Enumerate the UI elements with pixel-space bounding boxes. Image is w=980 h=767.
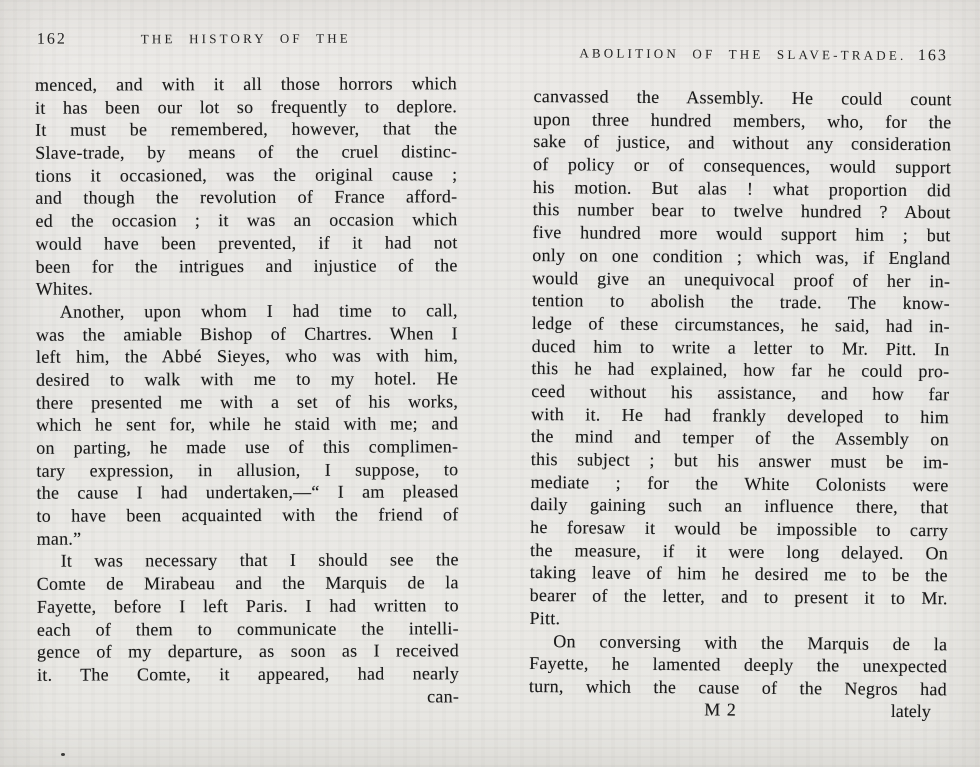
text-line: Pitt. <box>529 607 561 629</box>
text-line: Fayette, before I left Paris. I had written to <box>36 595 459 617</box>
page-number-left: 162 <box>36 30 67 48</box>
text-line: tary expression, in allusion, I suppose, to <box>36 458 459 481</box>
text-line: was the amiable Bishop of Chartres. When I <box>35 322 458 345</box>
text-line: there presented me with a set of his works, <box>36 390 459 413</box>
text-line: his motion. But alas ! what proportion did <box>532 176 951 201</box>
text-line: ledge of these circumstances, he said, had in- <box>531 312 950 337</box>
text-line: five hundred more would support him ; but <box>532 222 951 246</box>
text-line: he foresaw it would be impossible to carry <box>530 517 949 541</box>
text-line: gence of my departure, as soon as I received <box>36 640 460 662</box>
text-line: the measure, if it were long delayed. On <box>529 539 949 564</box>
text-line: canvassed the Assembly. He could count <box>533 85 952 110</box>
text-line: only on one condition ; which was, if England <box>532 244 951 269</box>
text-line: Fayette, he lamented deeply the unexpected <box>529 653 948 677</box>
text-line: It was necessary that I should see the <box>60 549 459 572</box>
text-line: bearer of the letter, and to present it to Mr. <box>529 585 948 609</box>
text-line: would give an unequivocal proof of her in- <box>532 267 951 291</box>
text-line: Whites. <box>35 278 94 299</box>
text-line: tions it occasioned, was the original cause ; <box>35 164 458 186</box>
text-line: this he had explained, how far he could pro- <box>531 358 950 382</box>
text-line: which he sent for, while he staid with me; and <box>36 413 459 436</box>
signature-line <box>529 698 947 724</box>
text-line: would have been prevented, if it had not <box>35 232 458 254</box>
text-line: it has been our lot so frequently to deplore. <box>35 95 458 118</box>
text-line: this subject ; but his answer must be im- <box>530 448 949 473</box>
text-line: each of them to communicate the intelli- <box>36 617 459 640</box>
catchword: lately <box>890 700 931 721</box>
text-line: duced him to write a letter to Mr. Pitt. In <box>531 335 950 359</box>
text-line: the mind and temper of the Assembly on <box>530 426 949 450</box>
signature-mark: M 2 <box>704 698 737 720</box>
text-line: and though the revolution of France afford- <box>35 186 458 209</box>
text-line: mediate ; for the White Colonists were <box>530 471 949 495</box>
text-line: sake of justice, and without any consideration <box>533 131 952 155</box>
text-line: Another, upon whom I had time to call, <box>59 300 458 322</box>
running-head-title-left: THE HISTORY OF THE <box>140 30 351 47</box>
right-page-body <box>529 85 952 701</box>
text-line: man.” <box>36 528 82 549</box>
text-line: taking leave of him he desired me to be the <box>529 562 948 586</box>
text-line: with it. He had frankly developed to him <box>531 403 950 427</box>
right-running-head <box>534 44 952 67</box>
text-line: ed the occasion ; it was an occasion which <box>35 209 458 231</box>
text-line: can- <box>427 685 460 706</box>
text-line: this number bear to twelve hundred ? About <box>532 199 951 223</box>
text-line: On conversing with the Marquis de la <box>553 630 948 654</box>
text-line: menced, and with it all those horrors which <box>34 73 458 95</box>
text-line: ceed without his assistance, and how far <box>531 380 950 405</box>
text-line: desired to walk with me to my hotel. He <box>36 368 459 390</box>
page-number-right: 163 <box>917 47 948 65</box>
text-line: daily gaining such an influence there, that <box>530 494 949 518</box>
text-line: turn, which the cause of the Negros had <box>528 675 948 700</box>
text-line: it. The Comte, it appeared, had nearly <box>37 663 460 685</box>
text-line: the cause I had undertaken,—“ I am pleased <box>36 481 459 504</box>
text-line: left him, the Abbé Sieyes, who was with him, <box>35 345 458 368</box>
text-line: tention to abolish the trade. The know- <box>531 290 951 314</box>
text-line: It must be remembered, however, that the <box>35 118 458 141</box>
left-page-body <box>35 72 459 709</box>
left-running-head <box>35 29 457 50</box>
text-line: Comte de Mirabeau and the Marquis de la <box>36 572 459 594</box>
text-line: of policy or of consequences, would support <box>532 154 952 178</box>
text-line: upon three hundred members, who, for the <box>533 108 952 132</box>
text-line: on parting, he made use of this complimen- <box>36 436 459 458</box>
text-line: Slave-trade, by means of the cruel distinc- <box>35 141 458 163</box>
scan-speck <box>61 753 65 756</box>
right-page <box>490 0 980 767</box>
running-head-title-right: ABOLITION OF THE SLAVE-TRADE. <box>579 45 907 63</box>
text-line: to have been acquainted with the friend of <box>36 504 459 526</box>
text-line: been for the intrigues and injustice of the <box>35 254 458 277</box>
